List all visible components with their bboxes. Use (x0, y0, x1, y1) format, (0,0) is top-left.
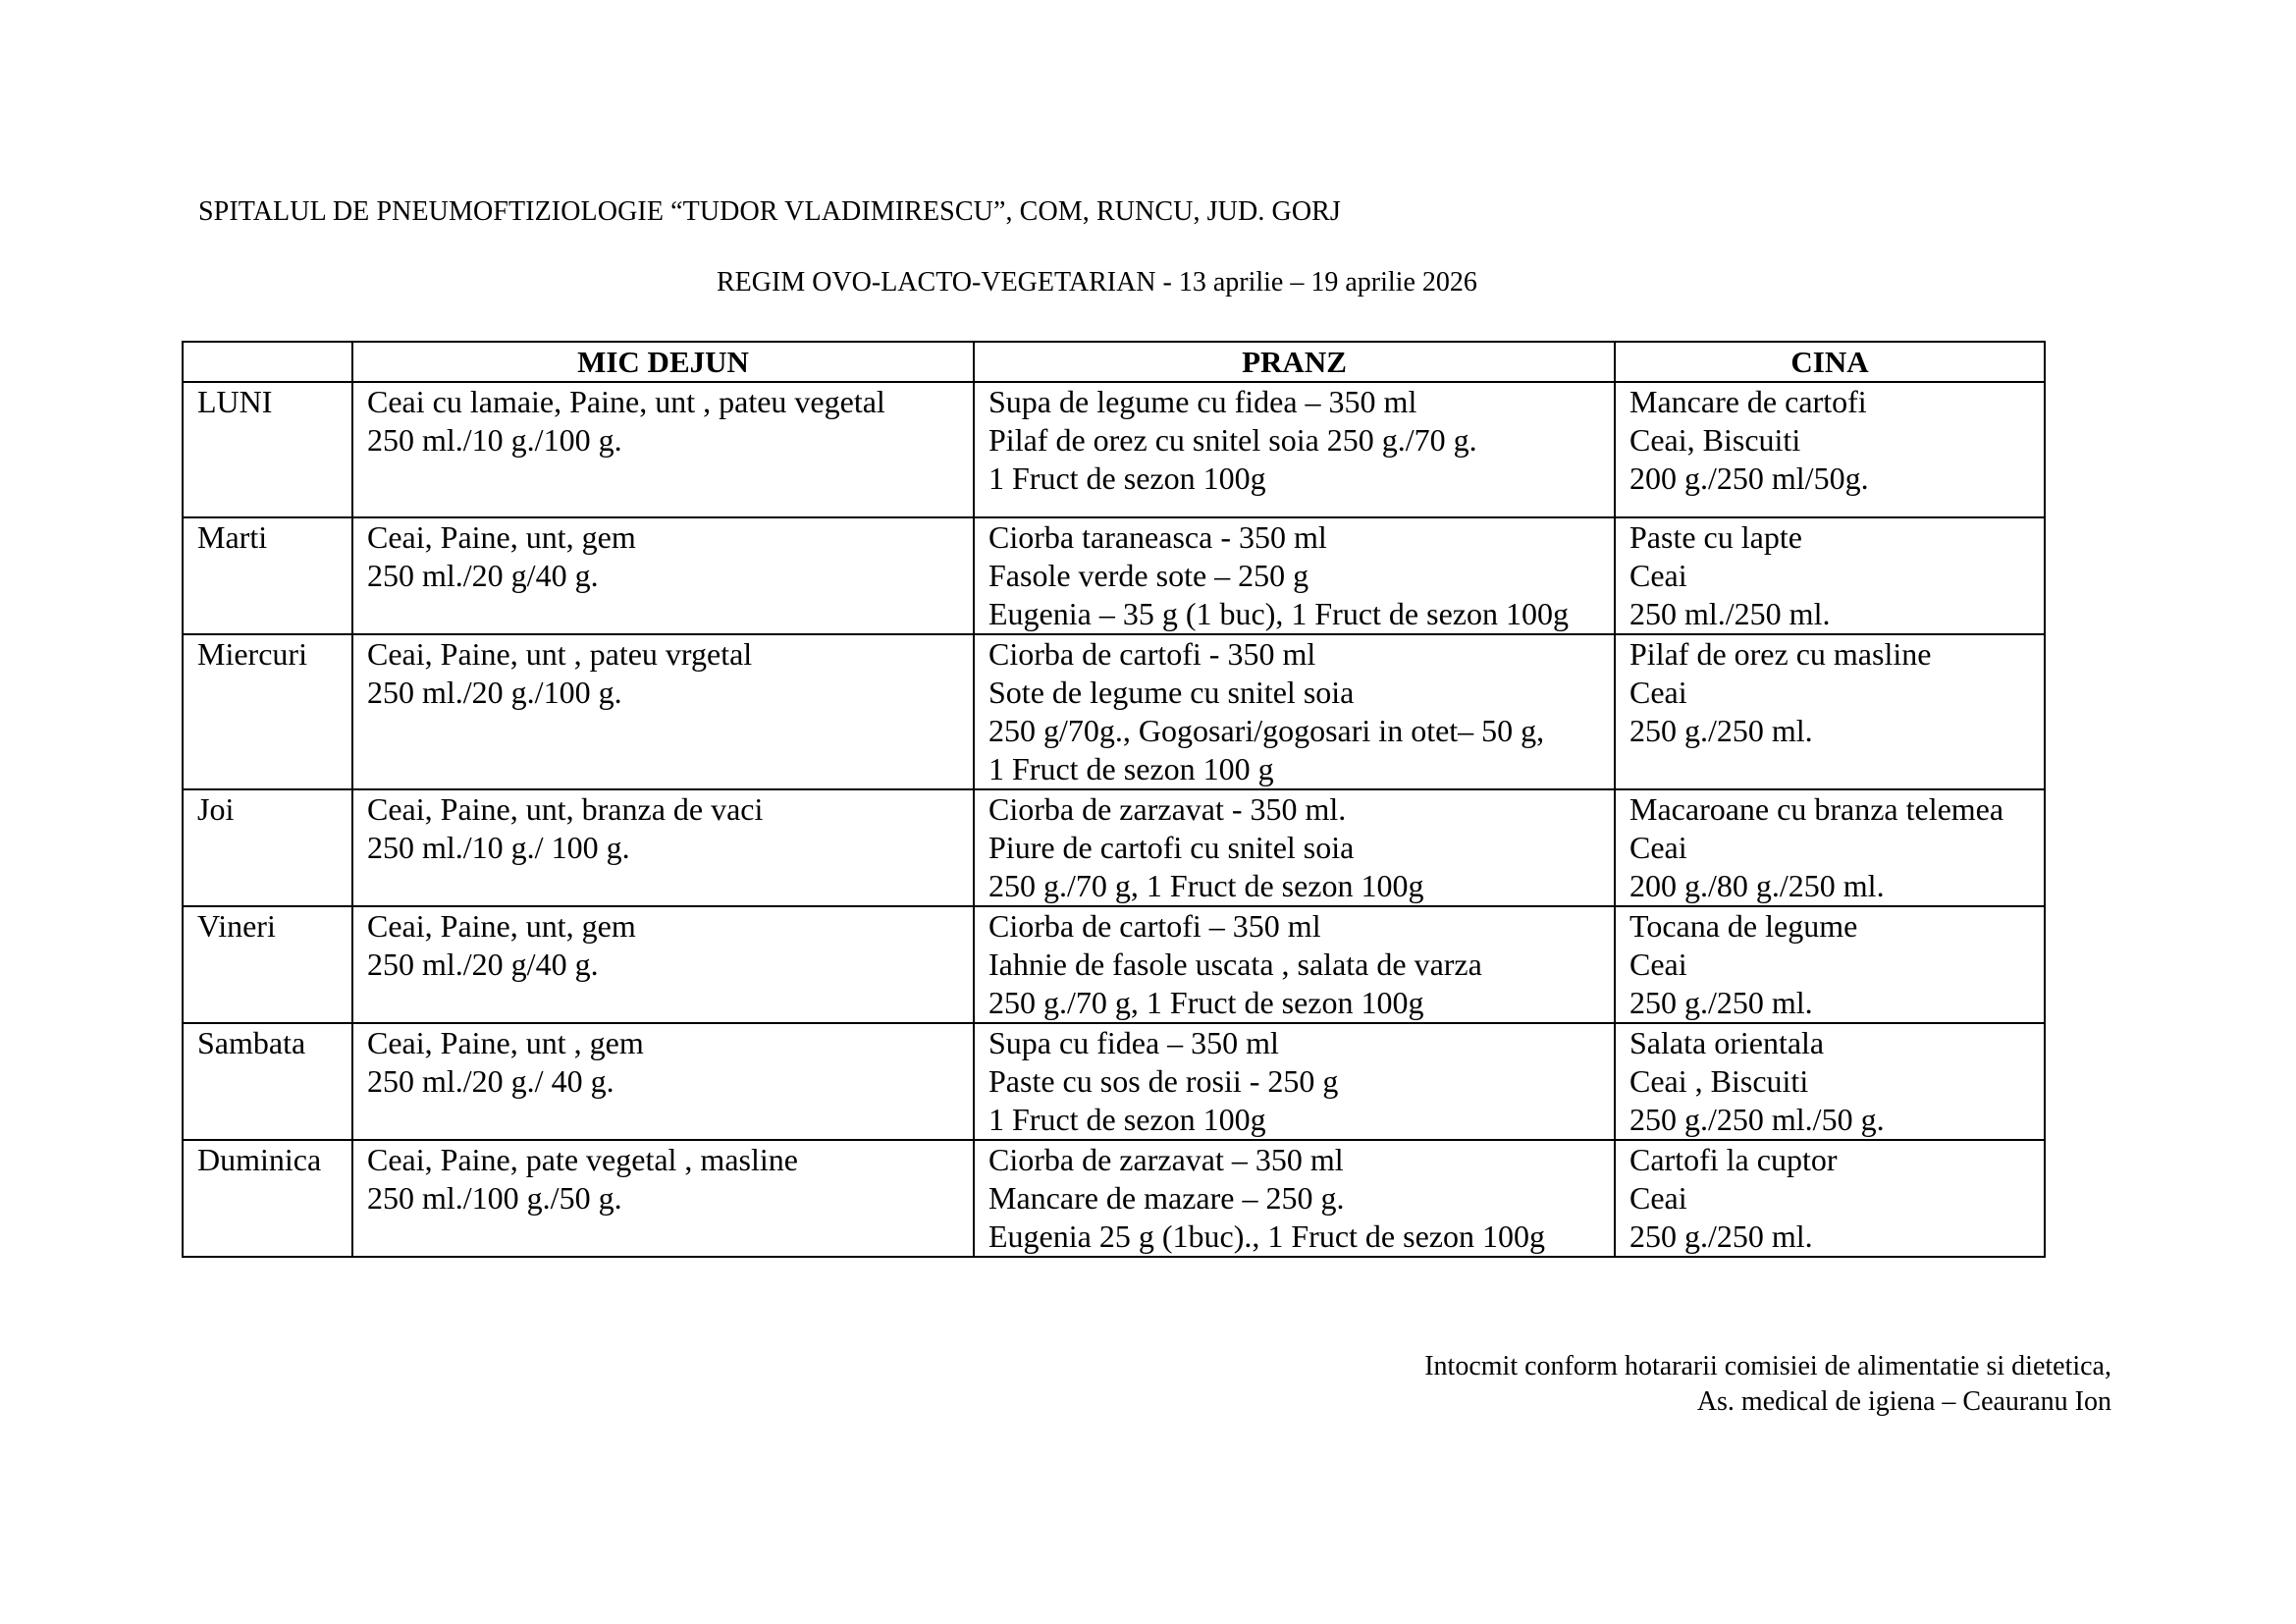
pranz-line: Eugenia 25 g (1buc)., 1 Fruct de sezon 100g (988, 1218, 1545, 1254)
pranz-line: 1 Fruct de sezon 100g (988, 1102, 1266, 1137)
cina-line: 250 ml./250 ml. (1629, 596, 1831, 631)
pranz-line: Piure de cartofi cu snitel soia (988, 830, 1355, 865)
table-row (183, 634, 2045, 789)
pranz-cell (974, 634, 1615, 789)
table-row (183, 1140, 2045, 1257)
cina-line: Cartofi la cuptor (1629, 1142, 1838, 1177)
cina-cell (1615, 517, 2045, 634)
table-row (183, 906, 2045, 1023)
pranz-cell (974, 1140, 1615, 1257)
mic-dejun-line: 250 ml./10 g./ 100 g. (367, 830, 630, 865)
cina-cell (1615, 789, 2045, 906)
pranz-line: Ciorba de zarzavat – 350 ml (988, 1142, 1344, 1177)
header-pranz: PRANZ (974, 342, 1615, 382)
cina-cell (1615, 634, 2045, 789)
pranz-line: Mancare de mazare – 250 g. (988, 1180, 1345, 1216)
table-header-row (183, 342, 2045, 382)
mic-dejun-line: Ceai, Paine, pate vegetal , masline (367, 1142, 798, 1177)
cina-cell (1615, 1140, 2045, 1257)
cina-line: Ceai (1629, 675, 1687, 710)
pranz-line: 250 g./70 g, 1 Fruct de sezon 100g (988, 868, 1424, 903)
table-row (183, 382, 2045, 517)
pranz-line: Ciorba de cartofi - 350 ml (988, 636, 1316, 672)
cina-line: Tocana de legume (1629, 908, 1858, 944)
mic-dejun-line: 250 ml./100 g./50 g. (367, 1180, 622, 1216)
pranz-line: Ciorba de zarzavat - 350 ml. (988, 791, 1347, 827)
day-cell: Duminica (183, 1140, 352, 1257)
pranz-cell (974, 382, 1615, 517)
cina-line: Salata orientala (1629, 1025, 1825, 1060)
mic-dejun-cell (352, 789, 974, 906)
day-cell: Vineri (183, 906, 352, 1023)
pranz-line: 250 g/70g., Gogosari/gogosari in otet– 50 g, (988, 713, 1545, 748)
table-row (183, 517, 2045, 634)
menu-body (183, 382, 2045, 1257)
cina-line: Macaroane cu branza telemea (1629, 791, 2004, 827)
mic-dejun-line: 250 ml./10 g./100 g. (367, 422, 622, 458)
cina-cell (1615, 1023, 2045, 1140)
mic-dejun-line: 250 ml./20 g/40 g. (367, 947, 599, 982)
mic-dejun-cell (352, 1140, 974, 1257)
mic-dejun-line: Ceai, Paine, unt , pateu vrgetal (367, 636, 753, 672)
pranz-line: Sote de legume cu snitel soia (988, 675, 1355, 710)
cina-line: 250 g./250 ml./50 g. (1629, 1102, 1885, 1137)
pranz-line: Supa cu fidea – 350 ml (988, 1025, 1279, 1060)
cina-line: Ceai (1629, 558, 1687, 593)
footer-signature: As. medical de igiena – Ceauranu Ion (1696, 1386, 2111, 1417)
pranz-cell (974, 1023, 1615, 1140)
mic-dejun-cell (352, 1023, 974, 1140)
mic-dejun-cell (352, 906, 974, 1023)
pranz-line: Pilaf de orez cu snitel soia 250 g./70 g. (988, 422, 1477, 458)
mic-dejun-line: 250 ml./20 g/40 g. (367, 558, 599, 593)
pranz-line: Ciorba de cartofi – 350 ml (988, 908, 1321, 944)
regime-title: REGIM OVO-LACTO-VEGETARIAN - 13 aprilie – 19 aprilie 2026 (717, 267, 1477, 298)
day-cell: Joi (183, 789, 352, 906)
cina-line: Ceai, Biscuiti (1629, 422, 1801, 458)
table-row (183, 1023, 2045, 1140)
table-row (183, 789, 2045, 906)
cina-line: 250 g./250 ml. (1629, 1218, 1813, 1254)
day-cell: LUNI (183, 382, 352, 517)
mic-dejun-line: Ceai, Paine, unt, gem (367, 908, 636, 944)
mic-dejun-cell (352, 634, 974, 789)
day-cell: Marti (183, 517, 352, 634)
pranz-line: 250 g./70 g, 1 Fruct de sezon 100g (988, 985, 1424, 1020)
pranz-line: Eugenia – 35 g (1 buc), 1 Fruct de sezon 100g (988, 596, 1569, 631)
pranz-line: 1 Fruct de sezon 100g (988, 460, 1266, 496)
mic-dejun-line: Ceai, Paine, unt, gem (367, 519, 636, 555)
cina-line: Ceai (1629, 830, 1687, 865)
cina-line: 200 g./80 g./250 ml. (1629, 868, 1885, 903)
cina-line: Ceai (1629, 947, 1687, 982)
pranz-line: Paste cu sos de rosii - 250 g (988, 1063, 1339, 1099)
pranz-line: Iahnie de fasole uscata , salata de varza (988, 947, 1482, 982)
pranz-line: Fasole verde sote – 250 g (988, 558, 1309, 593)
header-cina: CINA (1615, 342, 2045, 382)
pranz-cell (974, 906, 1615, 1023)
mic-dejun-line: Ceai cu lamaie, Paine, unt , pateu vegetal (367, 384, 885, 419)
header-day (183, 342, 352, 382)
cina-cell (1615, 906, 2045, 1023)
mic-dejun-line: Ceai, Paine, unt, branza de vaci (367, 791, 764, 827)
pranz-cell (974, 789, 1615, 906)
mic-dejun-line: 250 ml./20 g./ 40 g. (367, 1063, 614, 1099)
day-cell: Sambata (183, 1023, 352, 1140)
cina-line: Ceai (1629, 1180, 1687, 1216)
pranz-line: Ciorba taraneasca - 350 ml (988, 519, 1327, 555)
cina-line: Mancare de cartofi (1629, 384, 1867, 419)
cina-cell (1615, 382, 2045, 517)
mic-dejun-cell (352, 517, 974, 634)
hospital-title: SPITALUL DE PNEUMOFTIZIOLOGIE “TUDOR VLADIMIRESCU”, COM, RUNCU, JUD. GORJ (198, 196, 1341, 227)
menu-table (182, 341, 2046, 1258)
mic-dejun-line: 250 ml./20 g./100 g. (367, 675, 622, 710)
pranz-line: 1 Fruct de sezon 100 g (988, 751, 1274, 786)
mic-dejun-cell (352, 382, 974, 517)
cina-line: 250 g./250 ml. (1629, 985, 1813, 1020)
day-cell: Miercuri (183, 634, 352, 789)
pranz-line: Supa de legume cu fidea – 350 ml (988, 384, 1417, 419)
cina-line: 250 g./250 ml. (1629, 713, 1813, 748)
pranz-cell (974, 517, 1615, 634)
mic-dejun-line: Ceai, Paine, unt , gem (367, 1025, 644, 1060)
footer-note: Intocmit conform hotararii comisiei de alimentatie si dietetica, (1424, 1351, 2111, 1381)
cina-line: Paste cu lapte (1629, 519, 1802, 555)
cina-line: Pilaf de orez cu masline (1629, 636, 1932, 672)
cina-line: 200 g./250 ml/50g. (1629, 460, 1869, 496)
header-mic-dejun: MIC DEJUN (352, 342, 974, 382)
cina-line: Ceai , Biscuiti (1629, 1063, 1809, 1099)
